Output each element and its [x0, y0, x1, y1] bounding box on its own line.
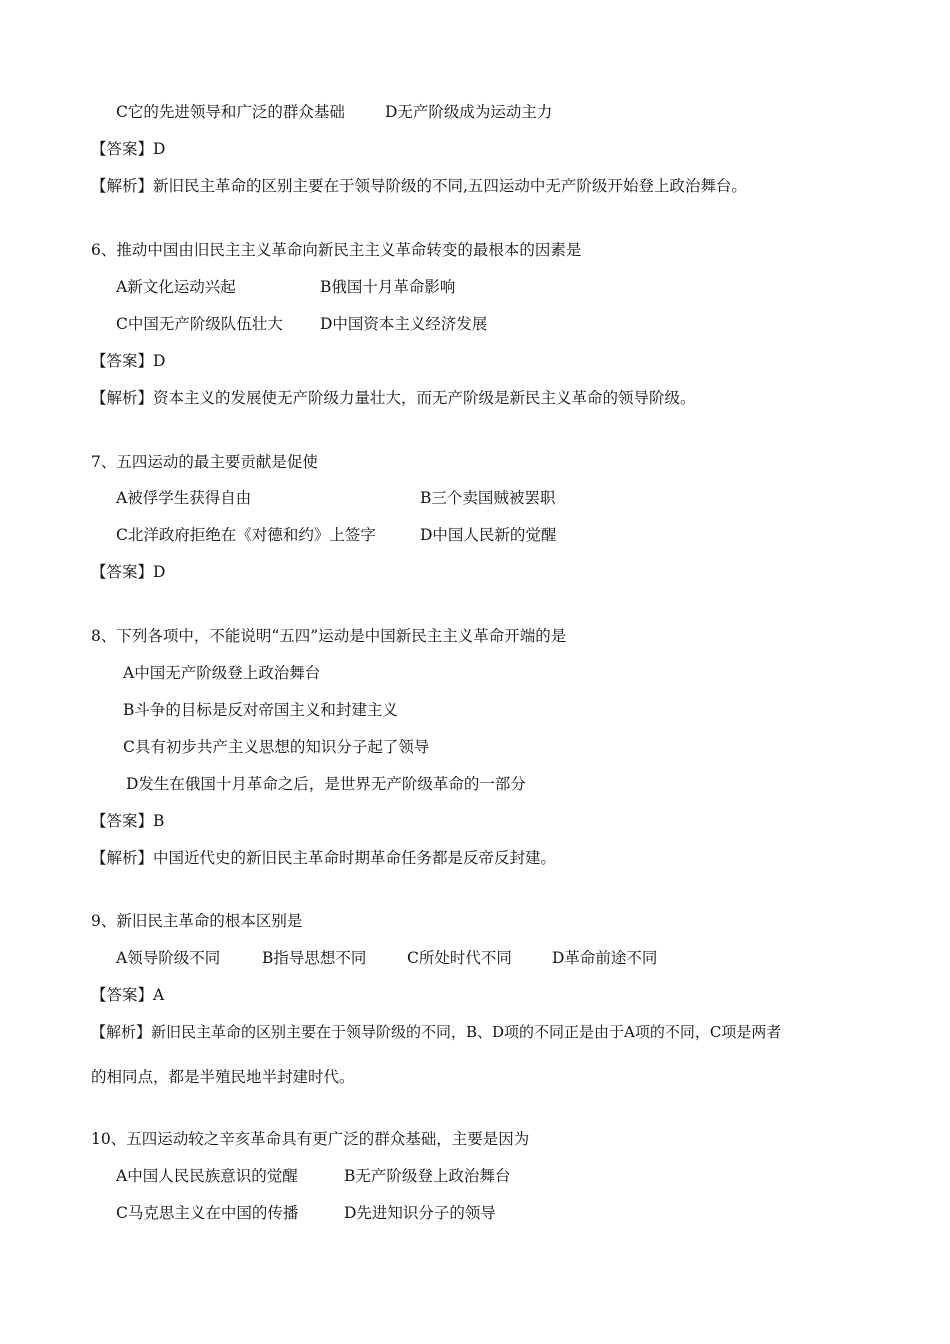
q8-option-d: D发生在俄国十月革命之后，是世界无产阶级革命的一部分	[126, 775, 526, 793]
q6-stem: 6、推动中国由旧民主主义革命向新民主主义革命转变的最根本的因素是	[91, 241, 582, 259]
q8-analysis: 【解析】中国近代史的新旧民主革命时期革命任务都是反帝反封建。	[91, 849, 557, 867]
q9-option-a: A领导阶级不同	[116, 949, 221, 967]
q7-option-a: A被俘学生获得自由	[116, 489, 252, 507]
q9-analysis-line-1: 【解析】新旧民主革命的区别主要在于领导阶级的不同，B、D项的不同正是由于A项的不同，C项是两者	[91, 1023, 782, 1041]
q5-analysis: 【解析】新旧民主革命的区别主要在于领导阶级的不同,五四运动中无产阶级开始登上政治舞台。	[91, 177, 747, 195]
q10-option-b: B无产阶级登上政治舞台	[344, 1167, 511, 1185]
q8-option-a: A中国无产阶级登上政治舞台	[123, 664, 321, 682]
q9-option-b: B指导思想不同	[262, 949, 367, 967]
q9-option-c: C所处时代不同	[407, 949, 512, 967]
q6-answer: 【答案】D	[91, 352, 166, 370]
q8-option-c: C具有初步共产主义思想的知识分子起了领导	[123, 738, 430, 756]
q7-option-b: B三个卖国贼被罢职	[420, 489, 556, 507]
q9-stem: 9、新旧民主革命的根本区别是	[91, 912, 303, 930]
q9-option-d: D革命前途不同	[552, 949, 658, 967]
q5-option-d: D无产阶级成为运动主力	[385, 103, 553, 121]
q5-answer: 【答案】D	[91, 140, 166, 158]
q7-stem: 7、五四运动的最主要贡献是促使	[91, 453, 318, 471]
q6-analysis: 【解析】资本主义的发展使无产阶级力量壮大，而无产阶级是新民主义革命的领导阶级。	[91, 389, 696, 407]
q9-answer: 【答案】A	[91, 986, 165, 1004]
q10-option-d: D先进知识分子的领导	[344, 1204, 496, 1222]
q8-stem: 8、下列各项中，不能说明“五四”运动是中国新民主主义革命开端的是	[91, 627, 567, 645]
q6-option-d: D中国资本主义经济发展	[320, 315, 488, 333]
q7-option-d: D中国人民新的觉醒	[420, 526, 557, 544]
q8-answer: 【答案】B	[91, 812, 165, 830]
q5-option-c: C它的先进领导和广泛的群众基础	[116, 103, 345, 121]
q7-answer: 【答案】D	[91, 563, 166, 581]
q8-option-b: B斗争的目标是反对帝国主义和封建主义	[123, 701, 398, 719]
q9-analysis-line-2: 的相同点，都是半殖民地半封建时代。	[91, 1068, 355, 1086]
q6-option-b: B俄国十月革命影响	[320, 278, 456, 296]
q10-stem: 10、五四运动较之辛亥革命具有更广泛的群众基础，主要是因为	[91, 1130, 530, 1148]
q7-option-c: C北洋政府拒绝在《对德和约》上签字	[116, 526, 376, 544]
q10-option-c: C马克思主义在中国的传播	[116, 1204, 299, 1222]
q6-option-c: C中国无产阶级队伍壮大	[116, 315, 283, 333]
q10-option-a: A中国人民民族意识的觉醒	[116, 1167, 298, 1185]
q6-option-a: A新文化运动兴起	[116, 278, 236, 296]
